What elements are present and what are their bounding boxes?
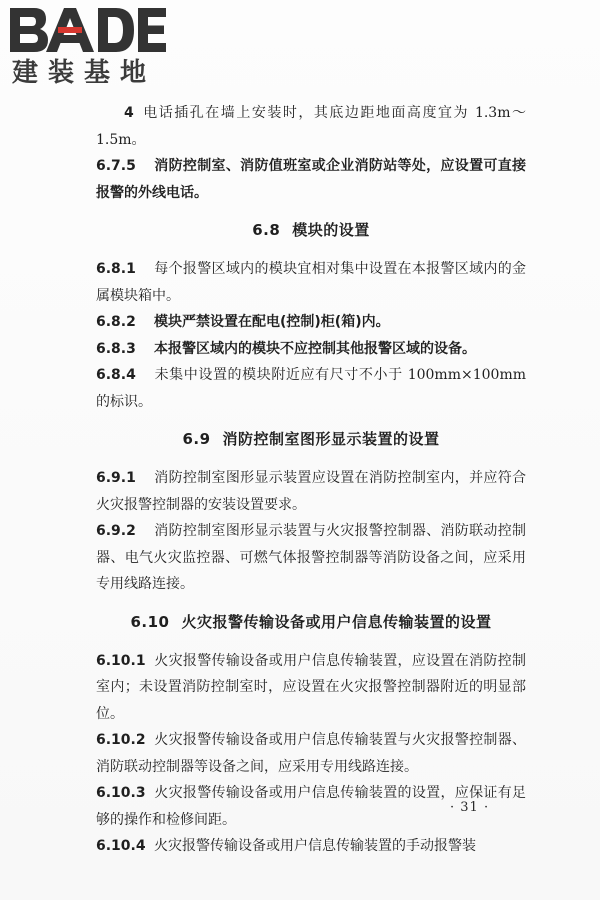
clause-number: 6.9.1 — [96, 470, 136, 486]
clause-number: 6.8.1 — [96, 261, 136, 277]
clause-text: 火灾报警传输设备或用户信息传输装置的设置，应保证有足够的操作和检修间距。 — [96, 785, 526, 828]
section-title: 消防控制室图形显示装置的设置 — [222, 430, 440, 448]
clause-text: 消防控制室图形显示装置与火灾报警控制器、消防联动控制器、电气火灾监控器、可燃气体报警控制器等消防设备之间，应采用专用线路连接。 — [96, 523, 526, 592]
clause-number: 6.9.2 — [96, 523, 136, 539]
clause-paragraph — [96, 309, 526, 336]
clause-text: 模块严禁设置在配电(控制)柜(箱)内。 — [154, 314, 390, 330]
page-number: · 31 · — [450, 800, 490, 815]
clause-number: 6.10.1 — [96, 652, 146, 669]
clause-text: 火灾报警传输设备或用户信息传输装置的手动报警装 — [154, 838, 476, 854]
clause-paragraph — [96, 727, 526, 780]
bade-logo-mark — [8, 6, 168, 54]
bade-logo — [8, 6, 178, 96]
clause-paragraph — [96, 362, 526, 415]
clause-text: 未集中设置的模块附近应有尺寸不小于 100mm×100mm的标识。 — [96, 367, 526, 410]
clause-text: 火灾报警传输设备或用户信息传输装置与火灾报警控制器、消防联动控制器等设备之间，应采用专用线路连接。 — [96, 732, 526, 775]
clause-paragraph — [96, 256, 526, 309]
clause-paragraph — [96, 336, 526, 363]
clause-text: 消防控制室图形显示装置应设置在消防控制室内，并应符合火灾报警控制器的安装设置要求。 — [96, 470, 526, 513]
clause-text: 本报警区域内的模块不应控制其他报警区域的设备。 — [154, 340, 476, 357]
section-heading — [96, 610, 526, 634]
clause-paragraph — [96, 518, 526, 598]
section-heading — [96, 427, 526, 451]
clause-paragraph — [96, 648, 526, 728]
logo-subtitle: 建装基地 — [12, 58, 157, 88]
clause-number: 6.7.5 — [96, 158, 136, 174]
section-number: 6.9 — [182, 430, 211, 448]
clause-number: 6.10.3 — [96, 785, 146, 801]
section-number: 6.10 — [130, 612, 170, 631]
clause-text: 电话插孔在墙上安装时，其底边距地面高度宜为 1.3m～1.5m。 — [96, 105, 526, 148]
clause-number: 6.8.4 — [96, 367, 136, 383]
section-title: 火灾报警传输设备或用户信息传输装置的设置 — [181, 612, 492, 631]
clause-paragraph — [96, 153, 526, 206]
section-heading — [96, 218, 526, 242]
clause-number: 6.8.3 — [96, 340, 136, 357]
section-title: 模块的设置 — [292, 221, 370, 239]
clause-text: 火灾报警传输设备或用户信息传输装置，应设置在消防控制室内；未设置消防控制室时，应设置在火灾报警控制器附近的明显部位。 — [96, 652, 526, 722]
clause-text: 每个报警区域内的模块宜相对集中设置在本报警区域内的金属模块箱中。 — [96, 261, 526, 304]
document-content — [96, 100, 526, 860]
clause-number: 6.10.2 — [96, 732, 146, 748]
clause-paragraph — [96, 833, 526, 860]
clause-number: 4 — [124, 105, 134, 121]
clause-number: 6.10.4 — [96, 838, 146, 854]
clause-number: 6.8.2 — [96, 314, 136, 330]
clause-text: 消防控制室、消防值班室或企业消防站等处，应设置可直接报警的外线电话。 — [96, 158, 526, 201]
clause-paragraph — [96, 465, 526, 518]
section-number: 6.8 — [252, 221, 281, 239]
clause-paragraph — [96, 100, 526, 153]
